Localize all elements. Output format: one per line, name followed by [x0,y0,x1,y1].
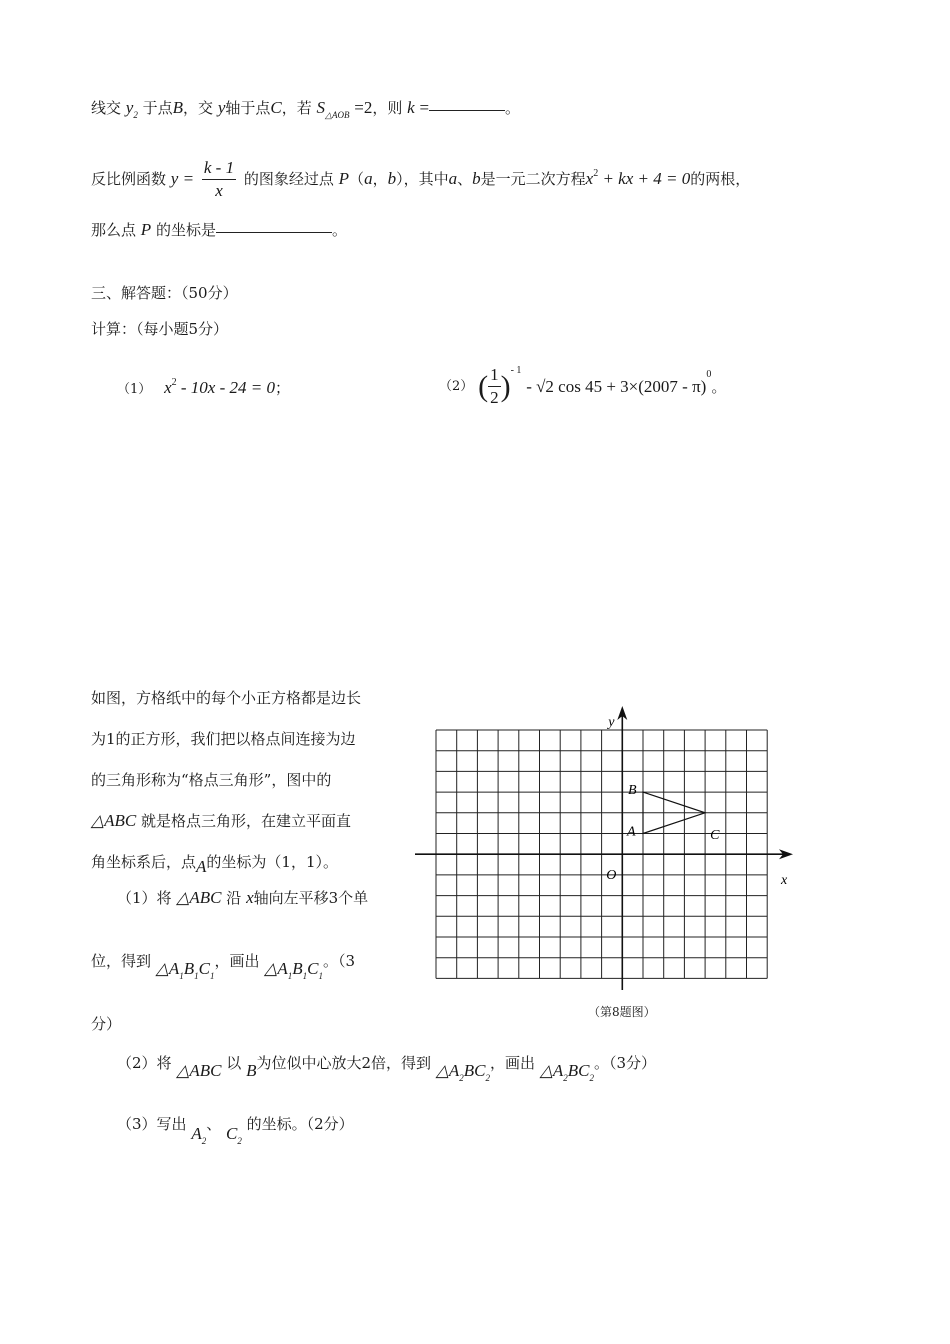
point-b: B [172,98,184,117]
point-c: C [270,98,282,117]
text: 位，得到 [91,952,152,970]
text: ） [396,170,404,188]
text: 于点 [142,99,173,117]
axes [415,706,793,990]
point-a-label: A [627,824,636,840]
q1-equation: $x^2 - 10x - 24 = 0$ [164,377,275,397]
k-var: k [407,98,415,117]
text: ，则 [372,99,403,117]
subquestion-3 [117,1113,354,1152]
y-equals: y = [170,169,195,188]
text: 轴向左平移3个单 [253,889,369,907]
text: （1）将 [117,889,172,907]
point-c-label: C [710,827,720,843]
text: 沿 [226,889,242,907]
triangle-abc: △ABC [91,811,137,830]
section-title: 三、解答题：（50分） [91,284,238,302]
subquestion-1-points: 分） [91,1015,122,1033]
var-a: a [448,169,458,188]
text: 那么点 [91,221,137,239]
problem-line-4 [91,810,351,832]
calc-title: 计算：（每小题5分） [91,320,229,338]
q2-exp-zero: 0 [706,369,712,380]
text: 。（3分） [594,1054,657,1072]
blank-line-1 [91,97,520,126]
area-s-aob: $S_{\triangle AOB}$ [316,98,350,120]
q1-label: （1） [117,382,152,397]
blank-line-3 [91,219,347,241]
text: ，若 [281,99,312,117]
text: 轴于点 [225,99,271,117]
var-b: b [472,169,481,188]
triangle-a2bc2: $\triangle A_2BC_2$ [435,1061,491,1083]
fraction-one-half: $\frac{1}{2}$ [490,365,499,407]
figure-caption: （第8题图） [588,1005,656,1019]
text: 。 [331,221,347,239]
k-equals: = [419,98,430,117]
triangle-a2bc2: $\triangle A_2BC_2$ [539,1061,595,1083]
problem-line-5 [91,851,338,878]
origin-label: O [606,868,617,884]
text: 。 [505,99,521,117]
text: 、 [457,170,473,188]
text: 的坐标。（2分） [246,1115,354,1133]
triangle-a1b1c1: $\triangle A_1B_1C_1$ [264,959,323,981]
triangle-a1b1c1: $\triangle A_1B_1C_1$ [155,959,215,981]
x-var: x [246,888,254,907]
subquestion-1-cont [91,950,355,987]
q2-exponent: - 1 [510,365,522,376]
question-2: （2） ( $\frac{1}{2}$ )$^{- 1}$ - √2 cos 45 + 3×(2007 - π)$^0$。 [439,365,727,407]
text: ，画出 [490,1054,536,1072]
point-p: P [140,220,152,239]
coordinate-grid-figure [405,700,800,1000]
math-y2: $y_2$ [125,98,138,120]
text: （3）写出 [117,1115,187,1133]
area-value: =2 [354,98,373,117]
text: 反比例函数 [91,170,167,188]
q2-expression: - √2 cos 45 + 3×(2007 - π) [526,377,707,396]
text: ，画出 [214,952,260,970]
triangle-abc: △ABC [176,888,222,907]
triangle-abc: △ABC [176,1061,222,1080]
subquestion-2 [117,1052,656,1089]
text: ， [372,170,388,188]
text: 就是格点三角形，在建立平面直 [140,812,351,830]
text: 、 [206,1115,222,1133]
y-var: y [217,98,226,117]
text: 以 [226,1054,242,1072]
var-b: b [387,169,397,188]
text: 的图象经过点 [243,170,334,188]
point-a: A [196,857,207,876]
fraction-k-minus-1-over-x: $\frac{k - 1}{x}$ [203,158,235,200]
text: 。（3 [323,952,356,970]
problem-line-3: 的三角形称为“格点三角形”，图中的 [91,771,332,789]
text: 为位似中心放大2倍，得到 [256,1054,432,1072]
point-p: P [338,169,350,188]
text: 的坐标为（1，1）。 [206,853,338,871]
q2-label: （2） [439,379,474,394]
text: ； [274,379,290,397]
subquestion-1 [117,887,368,909]
text: ，其中 [403,170,449,188]
point-b: B [246,1061,257,1080]
answer-blank-2[interactable] [216,232,332,233]
answer-blank-1[interactable] [429,110,505,111]
x-axis-label: x [781,873,788,889]
var-a: a [364,169,373,188]
y-axis-label: y [608,715,615,730]
point-b-label: B [628,783,637,799]
text: （2）将 [117,1054,172,1072]
problem-line-1: 如图，方格纸中的每个小正方格都是边长 [91,689,362,707]
blank-line-2 [91,158,750,202]
text: （ [349,170,365,188]
point-a2: $A_2$ [191,1124,207,1146]
point-c2: $C_2$ [226,1124,242,1146]
text: 角坐标系后，点 [91,853,197,871]
problem-line-2: 为1的正方形，我们把以格点间连接为边 [91,730,356,748]
quadratic-equation: $x^2$ + kx + 4 = 0 [585,168,691,188]
text: 的两根， [690,170,751,188]
text: 。 [711,378,727,396]
question-1 [117,372,290,401]
text: ，交 [183,99,214,117]
text: 的坐标是 [155,221,216,239]
text: 线交 [91,99,122,117]
text: 是一元二次方程 [480,170,586,188]
